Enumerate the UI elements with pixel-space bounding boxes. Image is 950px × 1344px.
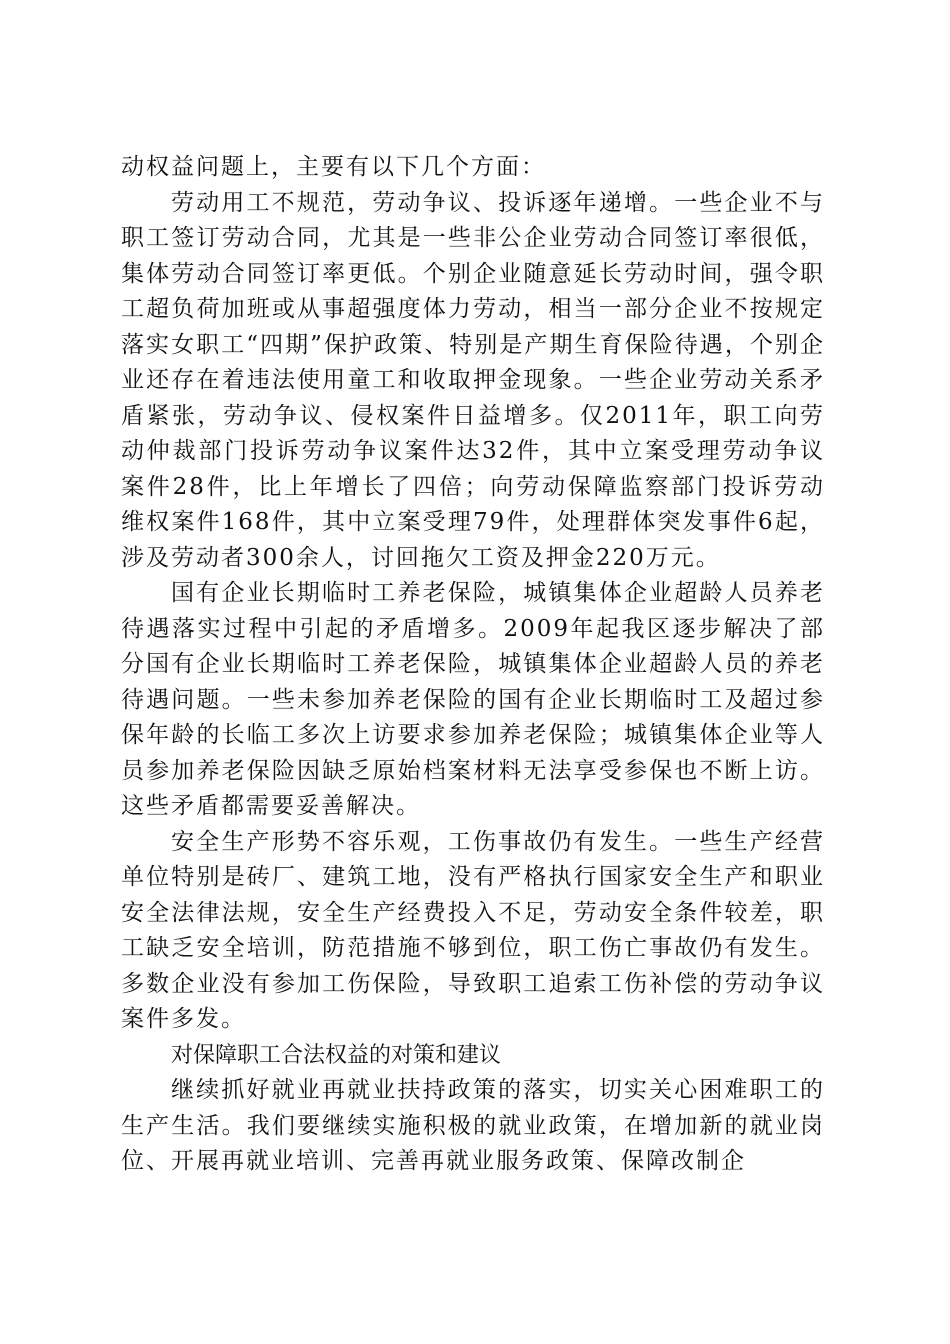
paragraph-pension-issues: 国有企业长期临时工养老保险，城镇集体企业超龄人员养老待遇落实过程中引起的矛盾增多。2009年起我区逐步解决了部分国有企业长期临时工养老保险，城镇集体企业超龄人员的养老待遇问题。一些未参加养老保险的国有企业长期临时工及超过参保年龄的长临工多次上访要求参加养老保险；城镇集体企业等人员参加养老保险因缺乏原始档案材料无法享受参保也不断上访。这些矛盾都需要妥善解决。 (121, 580, 825, 819)
paragraph-employment-policy: 继续抓好就业再就业扶持政策的落实，切实关心困难职工的生产生活。我们要继续实施积极的就业政策，在增加新的就业岗位、开展再就业培训、完善再就业服务政策、保障改制企 (121, 1077, 825, 1174)
paragraph-labor-disputes: 劳动用工不规范，劳动争议、投诉逐年递增。一些企业不与职工签订劳动合同，尤其是一些非公企业劳动合同签订率很低，集体劳动合同签订率更低。个别企业随意延长劳动时间，强令职工超负荷加班或从事超强度体力劳动，相当一部分企业不按规定落实女职工“四期”保护政策、特别是产期生育保险待遇，个别企业还存在着违法使用童工和收取押金现象。一些企业劳动关系矛盾紧张，劳动争议、侵权案件日益增多。仅2011年，职工向劳动仲裁部门投诉劳动争议案件达32件，其中立案受理劳动争议案件28件，比上年增长了四倍；向劳动保障监察部门投诉劳动维权案件168件，其中立案受理79件，处理群体突发事件6起，涉及劳动者300余人，讨回拖欠工资及押金220万元。 (121, 189, 825, 571)
paragraph-workplace-safety: 安全生产形势不容乐观，工伤事故仍有发生。一些生产经营单位特别是砖厂、建筑工地，没有严格执行国家安全生产和职业安全法律法规，安全生产经费投入不足，劳动安全条件较差，职工缺乏安全培训，防范措施不够到位，职工伤亡事故仍有发生。多数企业没有参加工伤保险，导致职工追索工伤补偿的劳动争议案件多发。 (121, 828, 825, 1032)
section-heading: 对保障职工合法权益的对策和建议 (171, 1042, 502, 1068)
paragraph-intro-continuation: 动权益问题上，主要有以下几个方面： (121, 154, 546, 180)
document-body (121, 150, 825, 1180)
